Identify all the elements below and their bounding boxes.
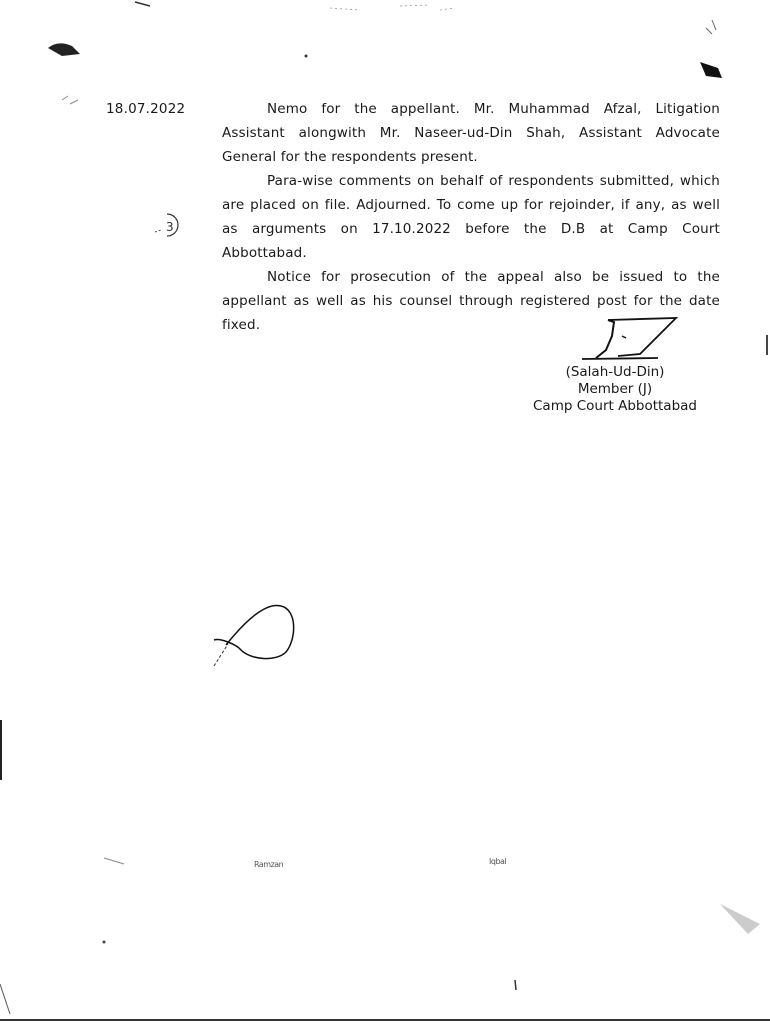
entry-date: 18.07.2022: [106, 101, 186, 117]
signatory-location: Camp Court Abbottabad: [533, 398, 697, 414]
signature-block: [515, 364, 715, 415]
order-paragraph-1: Nemo for the appellant. Mr. Muhammad Afzal, Litigation Assistant alongwith Mr. Naseer-ud-Din Shah, Assistant Advocate General for the respondents present.: [222, 101, 720, 165]
order-paragraph-2: Para-wise comments on behalf of respondents submitted, which are placed on file. Adjourned. To come up for rejoinder, if any, as well as arguments on 17.10.2022 before the D.B at Camp Court Abbottabad.: [222, 173, 720, 261]
signatory-name: (Salah-Ud-Din): [565, 364, 665, 380]
scan-noise-bottom: [0, 844, 770, 1024]
footer-stamp-right: Iqbal: [489, 857, 507, 866]
signatory-designation: Member (J): [577, 381, 653, 397]
footer-stamp-left: Ramzan: [254, 860, 284, 869]
initial-signature: [206, 600, 306, 675]
margin-circled-number: [145, 208, 185, 242]
member-signature: [578, 316, 688, 368]
order-text: [222, 97, 720, 337]
scan-edge-left: [0, 720, 2, 780]
margin-mark-text: 3: [166, 220, 174, 234]
scan-edge-bottom: [0, 1019, 770, 1021]
order-paragraph-3: Notice for prosecution of the appeal also be issued to the appellant as well as his counsel through registered post for the date fixed.: [222, 269, 720, 333]
scan-edge-right: [766, 335, 768, 355]
